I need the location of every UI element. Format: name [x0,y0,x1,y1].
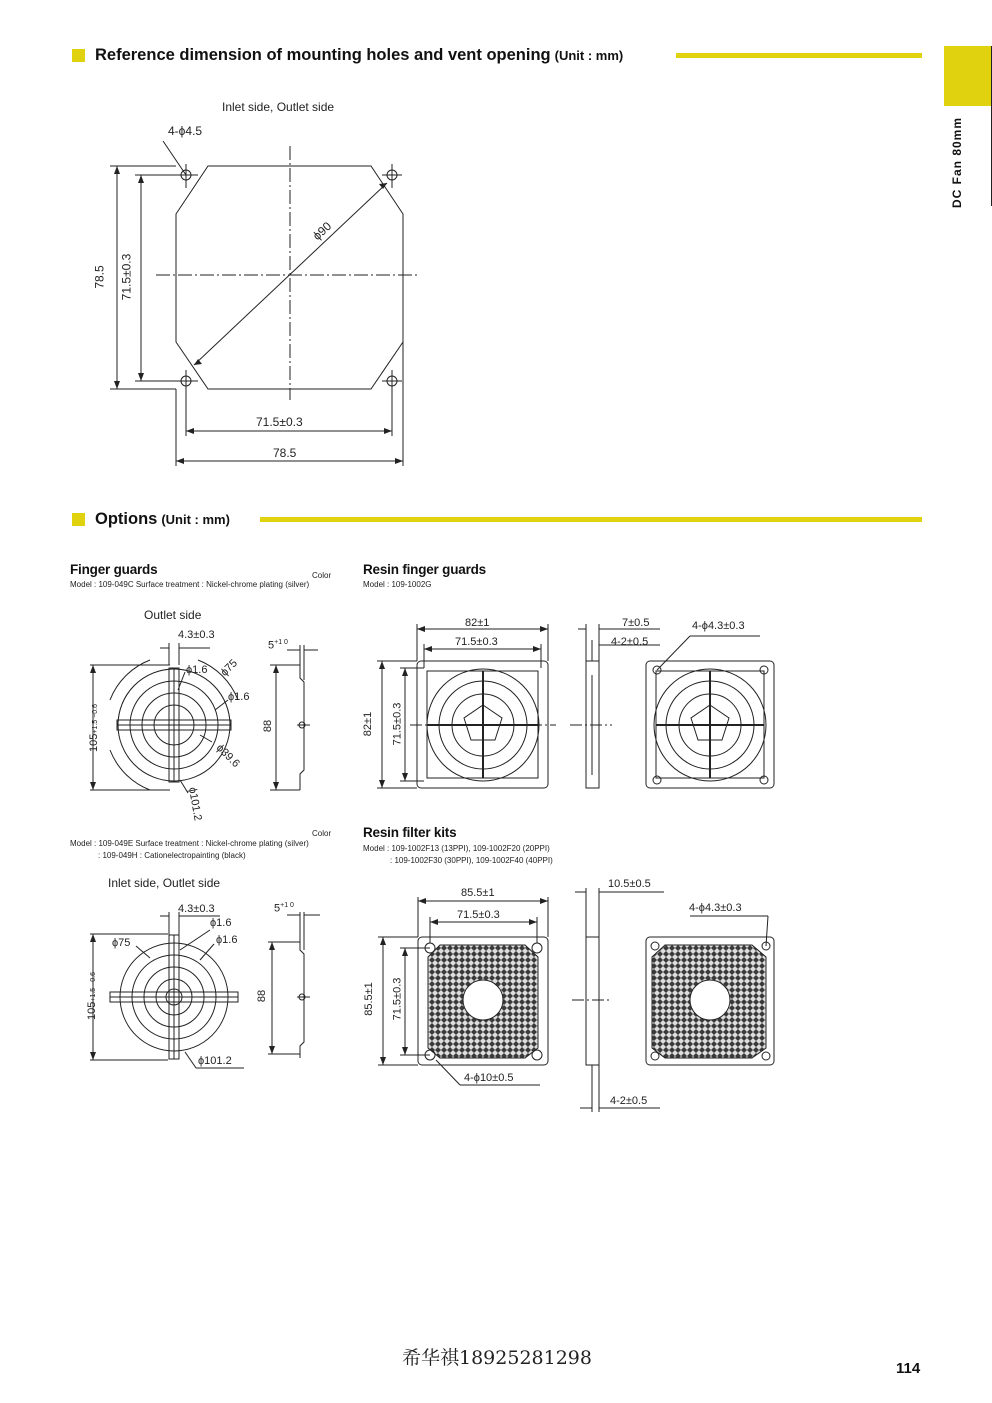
finger-guards-model2a: Model : 109-049E Surface treatment : Nickel-chrome plating (silver) [70,839,309,848]
rf-d82h: 82±1 [362,711,375,737]
ref-diameter-label: ϕ90 [309,219,335,243]
rk-d855h: 85.5±1 [362,982,375,1016]
footer-contact: 希华祺18925281298 [402,1347,592,1369]
fg1-d105-tol: +1.5 −0.6 [91,704,99,734]
fg1-d88: 88 [262,719,275,733]
fg2-d43: 4.3±0.3 [178,903,215,915]
color-label-2: Color [312,829,332,838]
ref-w-inner: 71.5±0.3 [256,415,303,429]
resin-finger-title: Resin finger guards [363,562,486,577]
side-tab-label: DC Fan 80mm [950,116,964,208]
resin-finger-model: Model : 109-1002G [363,580,432,589]
fg1-d16b: ϕ1.6 [228,691,250,703]
fg1-d105-value: 105 [87,733,100,752]
fg2-d105-tol: +1.5 −0.6 [89,972,97,1002]
resin-filter-title: Resin filter kits [363,825,457,840]
section1-title-text: Reference dimension of mounting holes and vent opening [95,46,551,64]
inlet-caption: Inlet side, Outlet side [108,876,221,890]
ref-h-inner: 71.5±0.3 [119,253,134,301]
section1-unit: (Unit : mm) [554,48,624,63]
rk-d715w: 71.5±0.3 [457,909,500,921]
finger-guards-model2b: : 109-049H : Cationelectropainting (black) [98,851,246,860]
ref-holes-label: 4-ϕ4.5 [168,124,203,138]
rk-d715h: 71.5±0.3 [391,977,404,1021]
rk-d10: 4-ϕ10±0.5 [464,1072,514,1084]
fg2-d1012: ϕ101.2 [198,1055,232,1067]
rf-d715w: 71.5±0.3 [455,636,498,648]
resin-filter-model1: Model : 109-1002F13 (13PPI), 109-1002F20 (20PPI) [363,844,550,853]
rk-d855w: 85.5±1 [461,887,495,899]
fg1-d396: ϕ39.6 [213,742,242,770]
page-number: 114 [896,1360,921,1377]
fg2-d5-value: 5 [274,902,281,915]
fg1-d75: ϕ75 [218,657,240,679]
ref-w-outer: 78.5 [273,446,297,460]
ref-h-outer: 78.5 [92,265,107,289]
color-label: Color [312,571,332,580]
rf-dholes: 4-ϕ4.3±0.3 [692,620,745,632]
rf-d7: 7±0.5 [622,617,650,629]
fg1-d5-value: 5 [268,639,275,652]
fg1-d1012: ϕ101.2 [186,786,204,822]
ref-caption: Inlet side, Outlet side [222,100,335,114]
fg1-d5-tol: +1 0 [274,639,288,646]
resin-filter-model2: : 109-1002F30 (30PPI), 109-1002F40 (40PPI) [390,856,553,865]
finger-guards-model1: Model : 109-049C Surface treatment : Nickel-chrome plating (silver) [70,580,310,589]
fg2-d75: ϕ75 [112,937,131,949]
fg2-d88: 88 [256,989,269,1003]
fg2-d5-tol: +1 0 [280,902,294,909]
section2-unit: (Unit : mm) [161,512,230,527]
fg1-d16a: ϕ1.6 [186,664,208,676]
outlet-caption: Outlet side [144,608,202,622]
rk-dholes: 4-ϕ4.3±0.3 [689,902,742,914]
fg2-d16a: ϕ1.6 [210,917,232,929]
rf-d715h: 71.5±0.3 [391,702,404,746]
rk-d105: 10.5±0.5 [608,878,651,890]
rk-d42: 4-2±0.5 [610,1095,648,1107]
section2-title-text: Options [95,510,158,528]
finger-guards-title: Finger guards [70,562,158,577]
fg1-d43: 4.3±0.3 [178,629,215,641]
rf-d42: 4-2±0.5 [611,636,649,648]
fg2-d16b: ϕ1.6 [216,934,238,946]
rf-d82w: 82±1 [465,617,490,629]
fg2-d105-value: 105 [85,1001,98,1020]
